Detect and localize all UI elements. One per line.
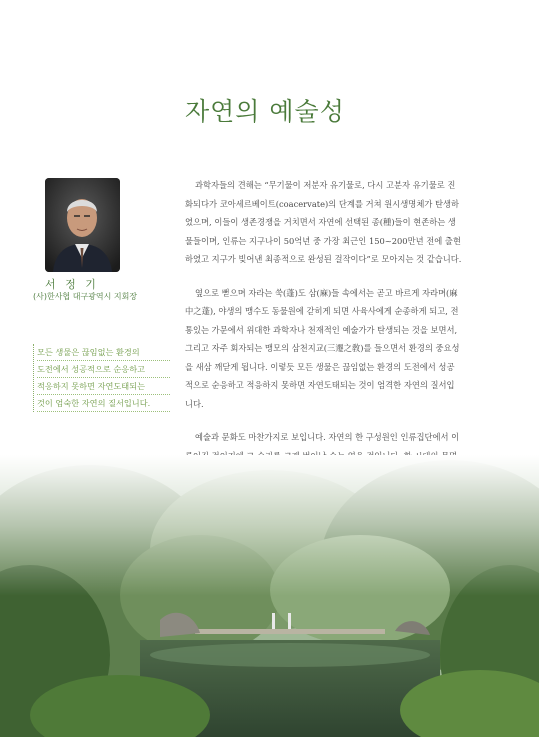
- pull-quote-line: 모든 생물은 끊임없는 환경의: [37, 344, 170, 361]
- text-line: 을 새삼 깨닫게 됩니다. 이렇듯 모든 생물은 끊임없는 환경의 도전에서 성공: [185, 361, 455, 372]
- pull-quote: [33, 344, 170, 412]
- text-line: 하였고 지구가 빚어낸 최종적으로 완성된 걸작이다”로 모아지는 것 같습니다.: [185, 254, 462, 264]
- text-line: 통있는 가문에서 위대한 과학자나 천재적인 예술가가 탄생되는 것을 보면서,: [185, 324, 458, 335]
- author-name: 서 정 기: [45, 278, 99, 291]
- text-line: 中之蓬), 야생의 맹수도 동물원에 갇히게 되면 사육사에게 순종하게 되고, 전: [185, 306, 459, 316]
- author-affiliation: (사)한사협 대구광역시 지회장: [33, 292, 138, 301]
- text-line: 적으로 순응하고 적응하지 못하면 자연도태되는 것이 엄격한 자연의 질서입: [185, 380, 455, 390]
- text-line: 옆으로 뻗으며 자라는 쑥(蓬)도 삼(麻)들 속에서는 곧고 바르게 자라며(麻: [195, 287, 458, 298]
- text-line: 니다.: [185, 398, 204, 409]
- author-portrait: [45, 178, 120, 272]
- text-line: 물들이며, 인류는 지구나이 50억년 중 가장 최근인 150~200만년 전에 출현: [185, 235, 461, 246]
- article-title: 자연의 예술성: [185, 97, 345, 126]
- forest-pond-photo: [0, 455, 539, 737]
- paragraph-2: [185, 284, 499, 414]
- pull-quote-line: 도전에서 성공적으로 순응하고: [37, 361, 170, 378]
- pull-quote-line: 것이 엄숙한 자연의 질서입니다.: [37, 395, 170, 412]
- text-line: 화되다가 코아세르베이트(coacervate)의 단계를 거쳐 원시생명체가 탄생하: [185, 198, 460, 209]
- text-line: 그리고 자주 회자되는 맹모의 삼천지교(三遷之敎)를 들으면서 환경의 중요성: [185, 343, 460, 353]
- paragraph-1: [185, 176, 499, 269]
- pull-quote-line: 적응하지 못하면 자연도태되는: [37, 378, 170, 395]
- text-line: 예술과 문화도 마찬가지로 보입니다. 자연의 한 구성원인 인류집단에서 이: [195, 432, 460, 442]
- text-line: 과학자들의 견해는 “무기물이 저분자 유기물로, 다시 고분자 유기물로 진: [195, 180, 456, 190]
- text-line: 였으며, 이들이 생존경쟁을 거치면서 자연에 선택된 종(種)들이 현존하는 생: [185, 217, 456, 227]
